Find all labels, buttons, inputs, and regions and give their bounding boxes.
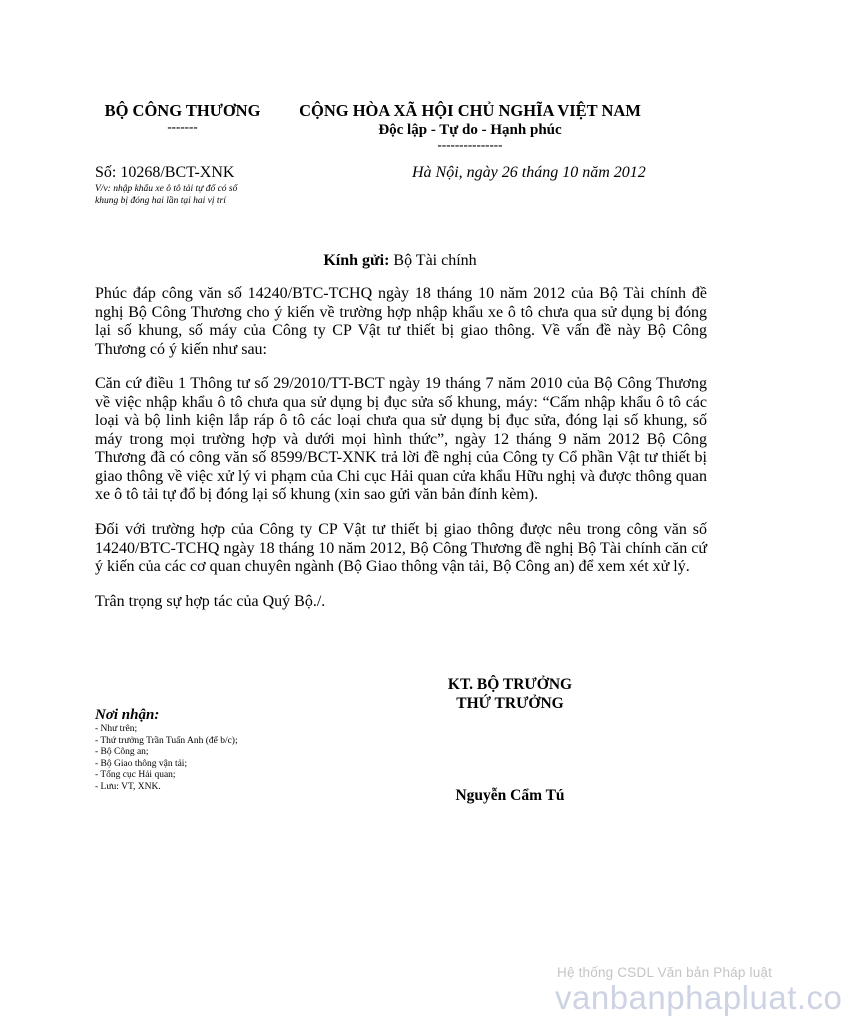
country-name: CỘNG HÒA XÃ HỘI CHỦ NGHĨA VIỆT NAM [299,101,641,120]
subject-line: khung bị đóng hai lần tại hai vị trí [95,196,226,206]
watermark-site: vanbanphapluat.co [555,979,842,1016]
recipients-title: Nơi nhận: [95,707,160,723]
recipient-label: Kính gửi: [323,252,390,269]
recipient-item: - Lưu: VT, XNK. [95,781,161,792]
recipient-item: - Thứ trưởng Trần Tuấn Anh (để b/c); [95,735,238,746]
body-paragraph-1: Phúc đáp công văn số 14240/BTC-TCHQ ngày 18 tháng 10 năm 2012 của Bộ Tài chính đề nghị Bộ Công Thương cho ý kiến về trường hợp nhập khẩu xe ô tô chưa qua sử dụng bị đóng lại số khung, số máy của Công ty CP Vật tư thiết bị giao thông. Về vấn đề này Bộ Công Thương có ý kiến như sau: [95,285,707,358]
recipient-item: - Tổng cục Hải quan; [95,770,176,781]
national-motto: Độc lập - Tự do - Hạnh phúc [378,122,562,138]
document-number: Số: 10268/BCT-XNK [95,164,235,181]
document-subject [95,183,280,207]
signer-title-1: KT. BỘ TRƯỞNG [447,676,573,693]
subject-line: V/v: nhập khẩu xe ô tô tải tự đổ có số [95,184,238,194]
recipient-item: - Bộ Giao thông vận tải; [95,758,188,769]
signer-title-block [420,675,600,713]
motto-underline: --------------- [437,137,503,152]
body-paragraph-3: Đối với trường hợp của Công ty CP Vật tư thiết bị giao thông được nêu trong công văn số 14240/BTC-TCHQ ngày 18 tháng 10 năm 2012, Bộ Công Thương đề nghị Bộ Tài chính căn cứ ý kiến của các cơ quan chuyên ngành (Bộ Giao thông vận tải, Bộ Công an) để xem xét xử lý. [95,521,707,575]
recipient-item: - Như trên; [95,724,138,734]
issuer-header [95,101,270,133]
recipient-item: - Bộ Công an; [95,747,149,758]
closing-remark: Trân trọng sự hợp tác của Quý Bộ./. [95,593,326,610]
national-header [290,101,650,151]
signer-name: Nguyễn Cẩm Tú [455,787,565,804]
watermark-caption: Hệ thống CSDL Văn bản Pháp luật [557,965,773,980]
recipients-list [95,724,238,794]
place-and-date: Hà Nội, ngày 26 tháng 10 năm 2012 [412,164,646,181]
body-paragraph-2: Căn cứ điều 1 Thông tư số 29/2010/TT-BCT ngày 19 tháng 7 năm 2010 của Bộ Công Thương về việc nhập khẩu ô tô chưa qua sử dụng bị đục sửa số khung, máy: “Cấm nhập khẩu ô tô các loại và bộ linh kiện lắp ráp ô tô các loại chưa qua sử dụng bị đục sửa, đóng lại số khung, số máy trong mọi trường hợp và dưới mọi hình thức”, ngày 12 tháng 9 năm 2012 Bộ Công Thương đã có công văn số 8599/BCT-XNK trả lời đề nghị của Công ty Cổ phần Vật tư thiết bị giao thông về việc xử lý vi phạm của Chi cục Hải quan cửa khẩu Hữu nghị và được thông quan xe ô tô tải tự đổ bị đóng lại số khung (xin sao gửi văn bản đính kèm). [95,375,707,503]
signer-title-2: THỨ TRƯỞNG [456,695,564,712]
recipient-line [0,251,800,271]
ministry-name: BỘ CÔNG THƯƠNG [104,101,261,120]
recipient-name: Bộ Tài chính [393,252,477,269]
ministry-underline: ------- [167,119,198,134]
